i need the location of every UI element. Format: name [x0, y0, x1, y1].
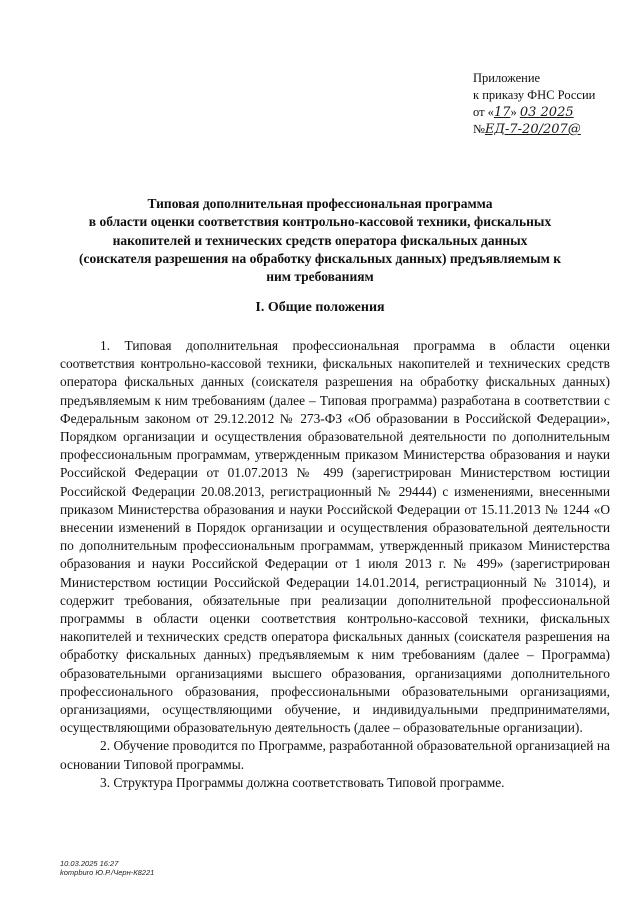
appendix-number: [473, 121, 623, 138]
paragraph: 3. Структура Программы должна соответствовать Типовой программе.: [100, 774, 505, 790]
document-title: [55, 195, 585, 286]
appendix-date-rest: 03 2025: [519, 105, 574, 120]
paragraph: 1. Типовая дополнительная профессиональная программа в области оценки соответствия контрольно-кассовой техники, фискальных накопителей и технических средств оператора фискальных данных (соискателя разрешения на обработку фискальных данных) предъявляемым к ним требованиям (далее – Типовая программа) разработана в соответствии с Федеральным законом от 29.12.2012 № 273-ФЗ «Об образовании в Российской Федерации», Порядком организации и осуществления образовательной деятельности по дополнительным профессиональным программам, утвержденным приказом Министерства образования и науки Российской Федерации от 01.07.2013 № 499 (зарегистрирован Министерством юстиции Российской Федерации 20.08.2013, регистрационный № 29444) с изменениями, внесенными приказом Министерства образования и науки Российской Федерации от 15.11.2013 № 1244 «О внесении изменений в Порядок организации и осуществления образовательной деятельности по дополнительным профессиональным программам, утвержденный приказом Министерства образования и науки Российской Федерации от 1 июля 2013 г. № 499» (зарегистрирован Министерством юстиции Российской Федерации 14.01.2014, регистрационный № 31014), и содержит требования, обязательные при реализации дополнительной профессиональной программы в области оценки соответствия контрольно-кассовой техники, фискальных накопителей и технических средств оператора фискальных данных (соискателя разрешения на обработку фискальных данных) предъявляемым к ним требованиям (далее – Программа) образовательными организациями высшего образования, организациями дополнительного профессионального образования, профессиональными образовательными организациями, организациями, осуществляющими обучение, и индивидуальными предпринимателями, осуществляющими образовательную деятельность (далее – образовательные организации).: [60, 338, 610, 736]
appendix-label: Приложение: [473, 71, 541, 85]
paragraph: 2. Обучение проводится по Программе, разработанной образовательной организацией на основании Типовой программы.: [60, 738, 610, 772]
appendix-date-mid: »: [510, 105, 520, 119]
footer-timestamp: 10.03.2025 16:27: [60, 859, 119, 868]
appendix-date: [473, 104, 623, 121]
appendix-number-value: ЕД-7-20/207@: [484, 122, 581, 137]
appendix-block: [473, 70, 623, 138]
appendix-number-prefix: №: [473, 122, 485, 136]
title-line: Типовая дополнительная профессиональная программа: [147, 196, 493, 211]
footer-stamp: [60, 859, 154, 877]
title-line: ним требованиям: [266, 269, 374, 285]
title-line: в области оценки соответствия контрольно-кассовой техники, фискальных: [88, 214, 552, 230]
footer-operator: kompburo Ю.Р./Черн-К8221: [60, 868, 155, 877]
appendix-date-day: 17: [493, 105, 511, 120]
body-text: [60, 337, 610, 792]
title-line: накопителей и технических средств оператора фискальных данных: [112, 232, 528, 248]
section-heading: I. Общие положения: [255, 300, 385, 315]
title-line: (соискателя разрешения на обработку фискальных данных) предъявляемым к: [79, 250, 561, 266]
appendix-order-ref: к приказу ФНС России: [473, 88, 596, 102]
appendix-date-prefix: от «: [473, 105, 494, 119]
